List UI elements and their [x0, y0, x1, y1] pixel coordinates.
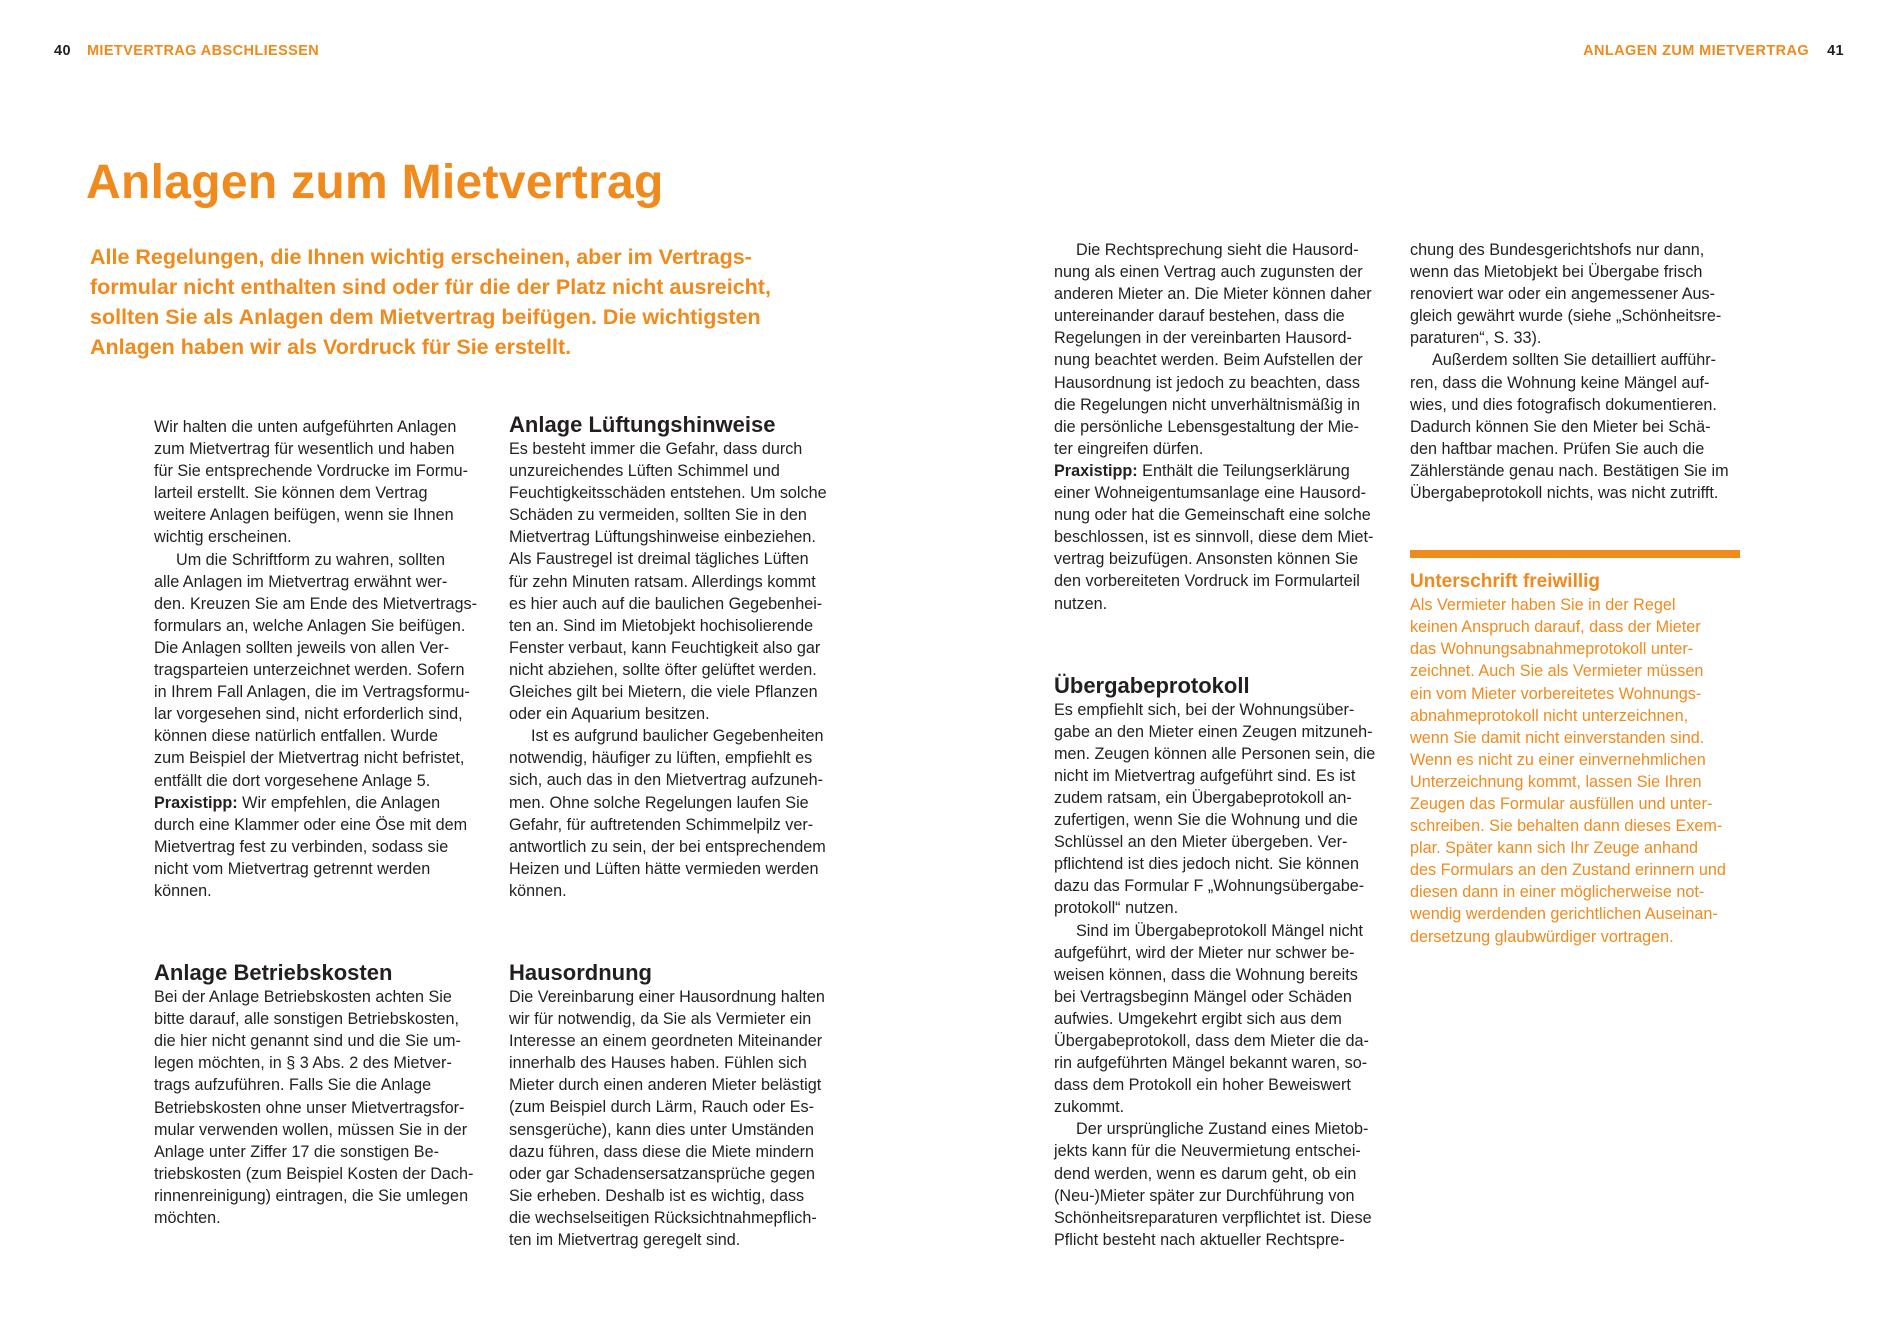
- left-running-header: [54, 42, 319, 60]
- text-line: unzureichendes Lüften Schimmel und: [509, 462, 780, 481]
- text-line: nung als einen Vertrag auch zugunsten der: [1054, 263, 1363, 282]
- text-line: Fenster verbaut, kann Feuchtigkeit also gar: [509, 638, 821, 657]
- text-line: weitere Anlagen beifügen, wenn sie Ihnen: [154, 506, 454, 525]
- right-page-number: 41: [1827, 43, 1844, 59]
- text-line: aufgeführt, wird der Mieter nur schwer be-: [1054, 943, 1355, 962]
- text-line: notwendig, häufiger zu lüften, empfiehlt es: [509, 749, 813, 768]
- text-line: Mieter durch einen anderen Mieter belästigt: [509, 1076, 822, 1095]
- text-line: Es empfiehlt sich, bei der Wohnungsüber-: [1054, 700, 1355, 719]
- text-line: für zehn Minuten ratsam. Allerdings kommt: [509, 572, 816, 591]
- text-line: nicht vom Mietvertrag getrennt werden: [154, 859, 431, 878]
- left-page-number: 40: [54, 43, 71, 59]
- text-line: gabe an den Mieter einen Zeugen mitzuneh-: [1054, 722, 1373, 741]
- text-line: in Ihrem Fall Anlagen, die im Vertragsformu-: [154, 683, 470, 702]
- text-line: Um die Schriftform zu wahren, sollten: [176, 550, 445, 569]
- left-section-title: MIETVERTRAG ABSCHLIESSEN: [86, 43, 320, 59]
- uebergabe-paragraph-3: [1054, 1118, 1394, 1251]
- text-line: Betriebskosten ohne unser Mietvertragsfor-: [154, 1098, 465, 1117]
- text-line: das Wohnungsabnahmeprotokoll unter-: [1410, 640, 1694, 659]
- practice-tip-label: Praxistipp:: [1054, 461, 1138, 480]
- text-line: dend werden, wenn es darum geht, ob ein: [1054, 1164, 1357, 1183]
- text-line: (zum Beispiel durch Lärm, Rauch oder Es-: [509, 1098, 814, 1117]
- heading-betriebskosten: Anlage Betriebskosten: [154, 960, 393, 986]
- text-line: renoviert war oder ein angemessener Aus-: [1410, 285, 1716, 304]
- text-line: Interesse an einem geordneten Miteinander: [509, 1032, 823, 1051]
- text-line: oder gar Schadensersatzansprüche gegen: [509, 1164, 815, 1183]
- maengel-paragraph: [1410, 349, 1750, 504]
- text-line: schreiben. Sie behalten dann dieses Exem-: [1410, 817, 1723, 836]
- text-line: den haftbar machen. Prüfen Sie auch die: [1410, 439, 1705, 458]
- text-line: Übergabeprotokoll nichts, was nicht zutrifft.: [1410, 484, 1719, 503]
- text-line: wenn Sie damit nicht einverstanden sind.: [1410, 728, 1705, 747]
- text-line: men. Ohne solche Regelungen laufen Sie: [509, 793, 809, 812]
- text-line: aufwies. Umgekehrt ergibt sich aus dem: [1054, 1009, 1342, 1028]
- text-line: den vorbereiteten Vordruck im Formularteil: [1054, 572, 1360, 591]
- page-title: Anlagen zum Mietvertrag: [86, 156, 664, 209]
- text-line: nicht im Mietvertrag aufgeführt sind. Es ist: [1054, 766, 1356, 785]
- column-1: [154, 416, 494, 1229]
- lead-paragraph: [90, 242, 790, 362]
- text-line: untereinander darauf bestehen, dass die: [1054, 307, 1345, 326]
- text-line: nicht abziehen, sollte öfter gelüftet werden.: [509, 660, 817, 679]
- text-line: Hausordnung ist jedoch zu beachten, dass: [1054, 373, 1360, 392]
- text-line: lar vorgesehen sind, nicht erforderlich sind,: [154, 705, 463, 724]
- text-line: zum Mietvertrag für wesentlich und haben: [154, 440, 455, 459]
- text-line: zum Beispiel der Mietvertrag nicht befristet,: [154, 749, 465, 768]
- text-line: formulars an, welche Anlagen Sie beifügen.: [154, 616, 466, 635]
- text-line: ter eingreifen dürfen.: [1054, 439, 1204, 458]
- text-line: gleich gewährt wurde (siehe „Schönheitsre-: [1410, 307, 1722, 326]
- text-line: dass dem Protokoll ein hoher Beweiswert: [1054, 1076, 1351, 1095]
- text-line: Ist es aufgrund baulicher Gegebenheiten: [531, 727, 824, 746]
- text-line: zudem ratsam, ein Übergabeprotokoll an-: [1054, 788, 1352, 807]
- text-line: sich, auch das in den Mietvertrag aufzuneh-: [509, 771, 824, 790]
- text-line: abnahmeprotokoll nicht unterzeichnen,: [1410, 706, 1689, 725]
- text-line: des Formulars an den Zustand erinnern und: [1410, 861, 1726, 880]
- text-span: Wir empfehlen, die Anlagen: [237, 793, 441, 812]
- text-line: Übergabeprotokoll, dass dem Mieter die da-: [1054, 1032, 1369, 1050]
- text-span: Enthält die Teilungserklärung: [1137, 461, 1350, 480]
- text-line: können.: [154, 881, 212, 900]
- text-line: innerhalb des Hauses haben. Fühlen sich: [509, 1054, 807, 1073]
- text-line: zufertigen, wenn Sie die Wohnung und die: [1054, 811, 1358, 830]
- text-line: Mietvertrag Lüftungshinweise einbeziehen.: [509, 528, 816, 547]
- text-line: Der ursprüngliche Zustand eines Mietob-: [1076, 1120, 1369, 1139]
- text-line: ren, dass die Wohnung keine Mängel auf-: [1410, 373, 1710, 392]
- text-line: Es besteht immer die Gefahr, dass durch: [509, 440, 803, 458]
- text-line: dazu das Formular F „Wohnungsübergabe-: [1054, 877, 1365, 896]
- text-line: die wechselseitigen Rücksichtnahmepflich-: [509, 1208, 817, 1227]
- text-line: protokoll“ nutzen.: [1054, 899, 1179, 918]
- rechtsprechung-paragraph: [1410, 239, 1750, 349]
- text-line: dersetzung glaubwürdiger vortragen.: [1410, 927, 1674, 946]
- text-line: Bei der Anlage Betriebskosten achten Sie: [154, 988, 452, 1007]
- text-line: ein vom Mieter vorbereitetes Wohnungs-: [1410, 684, 1702, 703]
- text-line: [154, 792, 494, 814]
- text-line: antwortlich zu sein, der bei entsprechendem: [509, 837, 826, 856]
- text-line: einer Wohneigentumsanlage eine Hausord-: [1054, 484, 1366, 503]
- text-line: chung des Bundesgerichtshofs nur dann,: [1410, 241, 1705, 259]
- practice-tip-2: [1054, 460, 1394, 615]
- info-box-rule: [1410, 550, 1740, 558]
- lead-line: sollten Sie als Anlagen dem Mietvertrag beifügen. Die wichtigsten: [90, 305, 761, 329]
- text-line: Schlüssel an den Mieter übergeben. Ver-: [1054, 833, 1348, 852]
- text-line: (Neu-)Mieter später zur Durchführung von: [1054, 1186, 1355, 1205]
- text-line: für Sie entsprechende Vordrucke im Formu-: [154, 462, 468, 481]
- column-3: [1054, 239, 1394, 1251]
- heading-uebergabeprotokoll: Übergabeprotokoll: [1054, 672, 1250, 698]
- text-line: Zeugen das Formular ausfüllen und unter-: [1410, 794, 1713, 813]
- text-line: Die Rechtsprechung sieht die Hausord-: [1076, 241, 1359, 259]
- text-line: legen möchten, in § 3 Abs. 2 des Mietver-: [154, 1054, 452, 1073]
- text-line: Die Anlagen sollten jeweils von allen Ver-: [154, 638, 450, 657]
- text-line: oder ein Aquarium besitzen.: [509, 705, 710, 724]
- text-line: können.: [509, 881, 567, 900]
- text-line: Die Vereinbarung einer Hausordnung halten: [509, 987, 825, 1006]
- text-line: zeichnet. Auch Sie als Vermieter müssen: [1410, 662, 1704, 681]
- info-box-unterschrift: [1410, 570, 1750, 948]
- text-line: Feuchtigkeitsschäden entstehen. Um solche: [509, 484, 827, 503]
- text-line: triebskosten (zum Beispiel Kosten der Dach-: [154, 1164, 474, 1183]
- text-line: men. Zeugen können alle Personen sein, die: [1054, 744, 1376, 763]
- intro-paragraph-1: [154, 416, 494, 549]
- text-line: bitte darauf, alle sonstigen Betriebskosten,: [154, 1010, 460, 1029]
- text-line: plar. Später kann sich Ihr Zeuge anhand: [1410, 839, 1698, 858]
- text-line: wichtig erscheinen.: [154, 528, 292, 547]
- hausordnung-paragraph: [509, 986, 849, 1251]
- text-line: vertrag beizufügen. Ansonsten können Sie: [1054, 550, 1359, 569]
- text-line: Wenn es nicht zu einer einvernehmlichen: [1410, 750, 1706, 769]
- text-line: Schönheitsreparaturen verpflichtet ist. Diese: [1054, 1208, 1372, 1227]
- heading-hausordnung: Hausordnung: [509, 959, 652, 985]
- text-line: tragsparteien unterzeichnet werden. Sofern: [154, 661, 465, 680]
- column-2: [509, 412, 849, 1251]
- heading-lueftungshinweise: Anlage Lüftungshinweise: [509, 412, 776, 437]
- text-line: es hier auch auf die baulichen Gegebenhei-: [509, 594, 823, 613]
- text-line: bei Vertragsbeginn Mängel oder Schäden: [1054, 987, 1352, 1006]
- text-line: Mietvertrag fest zu verbinden, sodass sie: [154, 837, 449, 856]
- text-line: Zählerstände genau nach. Bestätigen Sie im: [1410, 461, 1729, 480]
- text-line: trags aufzuführen. Falls Sie die Anlage: [154, 1076, 432, 1095]
- text-line: die Regelungen nicht unverhältnismäßig in: [1054, 395, 1360, 414]
- text-line: larteil erstellt. Sie können dem Vertrag: [154, 484, 428, 503]
- text-line: wies, und dies fotografisch dokumentieren.: [1410, 395, 1717, 414]
- intro-paragraph-2: [154, 549, 494, 792]
- text-line: nutzen.: [1054, 594, 1108, 613]
- text-line: diesen dann in einer möglicherweise not-: [1410, 883, 1705, 902]
- text-line: dazu führen, dass diese die Miete mindern: [509, 1142, 815, 1161]
- text-line: [1054, 460, 1394, 482]
- text-line: paraturen“, S. 33).: [1410, 329, 1542, 348]
- text-line: Dadurch können Sie den Mieter bei Schä-: [1410, 417, 1711, 436]
- lueftung-paragraph-1: [509, 438, 849, 725]
- hausordnung-paragraph-2: [1054, 239, 1394, 460]
- text-line: Als Vermieter haben Sie in der Regel: [1410, 596, 1676, 615]
- uebergabe-paragraph-1: [1054, 699, 1394, 920]
- text-line: ten an. Sind im Mietobjekt hochisolierende: [509, 616, 814, 635]
- text-line: beschlossen, ist es sinnvoll, diese dem Miet-: [1054, 528, 1374, 547]
- right-section-title: ANLAGEN ZUM MIETVERTRAG: [1583, 43, 1810, 59]
- text-line: Gleiches gilt bei Mietern, die viele Pflanzen: [509, 683, 818, 702]
- text-line: sensgerüche), kann dies unter Umständen: [509, 1120, 815, 1139]
- text-line: Sind im Übergabeprotokoll Mängel nicht: [1076, 921, 1364, 940]
- lead-line: Anlagen haben wir als Vordruck für Sie erstellt.: [90, 335, 572, 359]
- text-line: nung oder hat die Gemeinschaft eine solche: [1054, 506, 1371, 525]
- practice-tip-label: Praxistipp:: [154, 793, 238, 812]
- betriebskosten-paragraph: [154, 986, 494, 1229]
- text-line: zukommt.: [1054, 1098, 1125, 1117]
- text-line: rinnenreinigung) eintragen, die Sie umlegen: [154, 1186, 469, 1205]
- text-line: können diese natürlich entfallen. Wurde: [154, 727, 439, 746]
- text-line: wendig werdenden gerichtlichen Auseinan-: [1410, 905, 1718, 924]
- text-line: wir für notwendig, da Sie als Vermieter ein: [509, 1010, 812, 1029]
- text-line: Als Faustregel ist dreimal tägliches Lüften: [509, 550, 809, 569]
- text-line: Regelungen in der vereinbarten Hausord-: [1054, 329, 1352, 348]
- text-line: wenn das Mietobjekt bei Übergabe frisch: [1410, 263, 1703, 282]
- text-line: weisen können, dass die Wohnung bereits: [1054, 965, 1358, 984]
- text-line: entfällt die dort vorgesehene Anlage 5.: [154, 771, 431, 790]
- text-line: Schäden zu vermeiden, sollten Sie in den: [509, 506, 807, 525]
- text-line: anderen Mieter an. Die Mieter können daher: [1054, 285, 1372, 304]
- text-line: Pflicht besteht nach aktueller Rechtspre-: [1054, 1230, 1345, 1249]
- column-4: [1410, 239, 1750, 948]
- lueftung-paragraph-2: [509, 725, 849, 902]
- uebergabe-paragraph-2: [1054, 920, 1394, 1119]
- text-line: pflichtend ist dies jedoch nicht. Sie können: [1054, 855, 1360, 874]
- practice-tip-1: [154, 792, 494, 902]
- text-line: jekts kann für die Neuvermietung entschei-: [1054, 1142, 1361, 1161]
- right-running-header: [1583, 42, 1844, 60]
- text-line: den. Kreuzen Sie am Ende des Mietvertrags-: [154, 594, 478, 613]
- text-line: durch eine Klammer oder eine Öse mit dem: [154, 815, 468, 834]
- text-line: die persönliche Lebensgestaltung der Mie-: [1054, 417, 1360, 436]
- text-line: Sie erheben. Deshalb ist es wichtig, dass: [509, 1186, 805, 1205]
- text-line: Unterzeichnung kommt, lassen Sie Ihren: [1410, 772, 1702, 791]
- text-line: alle Anlagen im Mietvertrag erwähnt wer-: [154, 572, 448, 591]
- text-line: Heizen und Lüften hätte vermieden werden: [509, 859, 819, 878]
- text-line: möchten.: [154, 1209, 221, 1227]
- text-line: keinen Anspruch darauf, dass der Mieter: [1410, 618, 1701, 637]
- text-line: Gefahr, für auftretenden Schimmelpilz ver-: [509, 815, 814, 834]
- text-line: Anlage unter Ziffer 17 die sonstigen Be-: [154, 1142, 439, 1161]
- text-line: Wir halten die unten aufgeführten Anlagen: [154, 418, 457, 436]
- lead-line: Alle Regelungen, die Ihnen wichtig erscheinen, aber im Vertrags-: [90, 245, 752, 269]
- info-box-body: [1410, 594, 1750, 948]
- lead-line: formular nicht enthalten sind oder für die der Platz nicht ausreicht,: [90, 275, 771, 299]
- text-line: Außerdem sollten Sie detailliert aufführ-: [1432, 351, 1717, 370]
- text-line: die hier nicht genannt sind und die Sie um-: [154, 1032, 461, 1051]
- text-line: rin aufgeführten Mängel bekannt waren, so-: [1054, 1054, 1368, 1073]
- info-box-heading: Unterschrift freiwillig: [1410, 571, 1601, 593]
- text-line: ten im Mietvertrag geregelt sind.: [509, 1231, 741, 1249]
- text-line: mular verwenden wollen, müssen Sie in der: [154, 1120, 468, 1139]
- text-line: nung beachtet werden. Beim Aufstellen der: [1054, 351, 1363, 370]
